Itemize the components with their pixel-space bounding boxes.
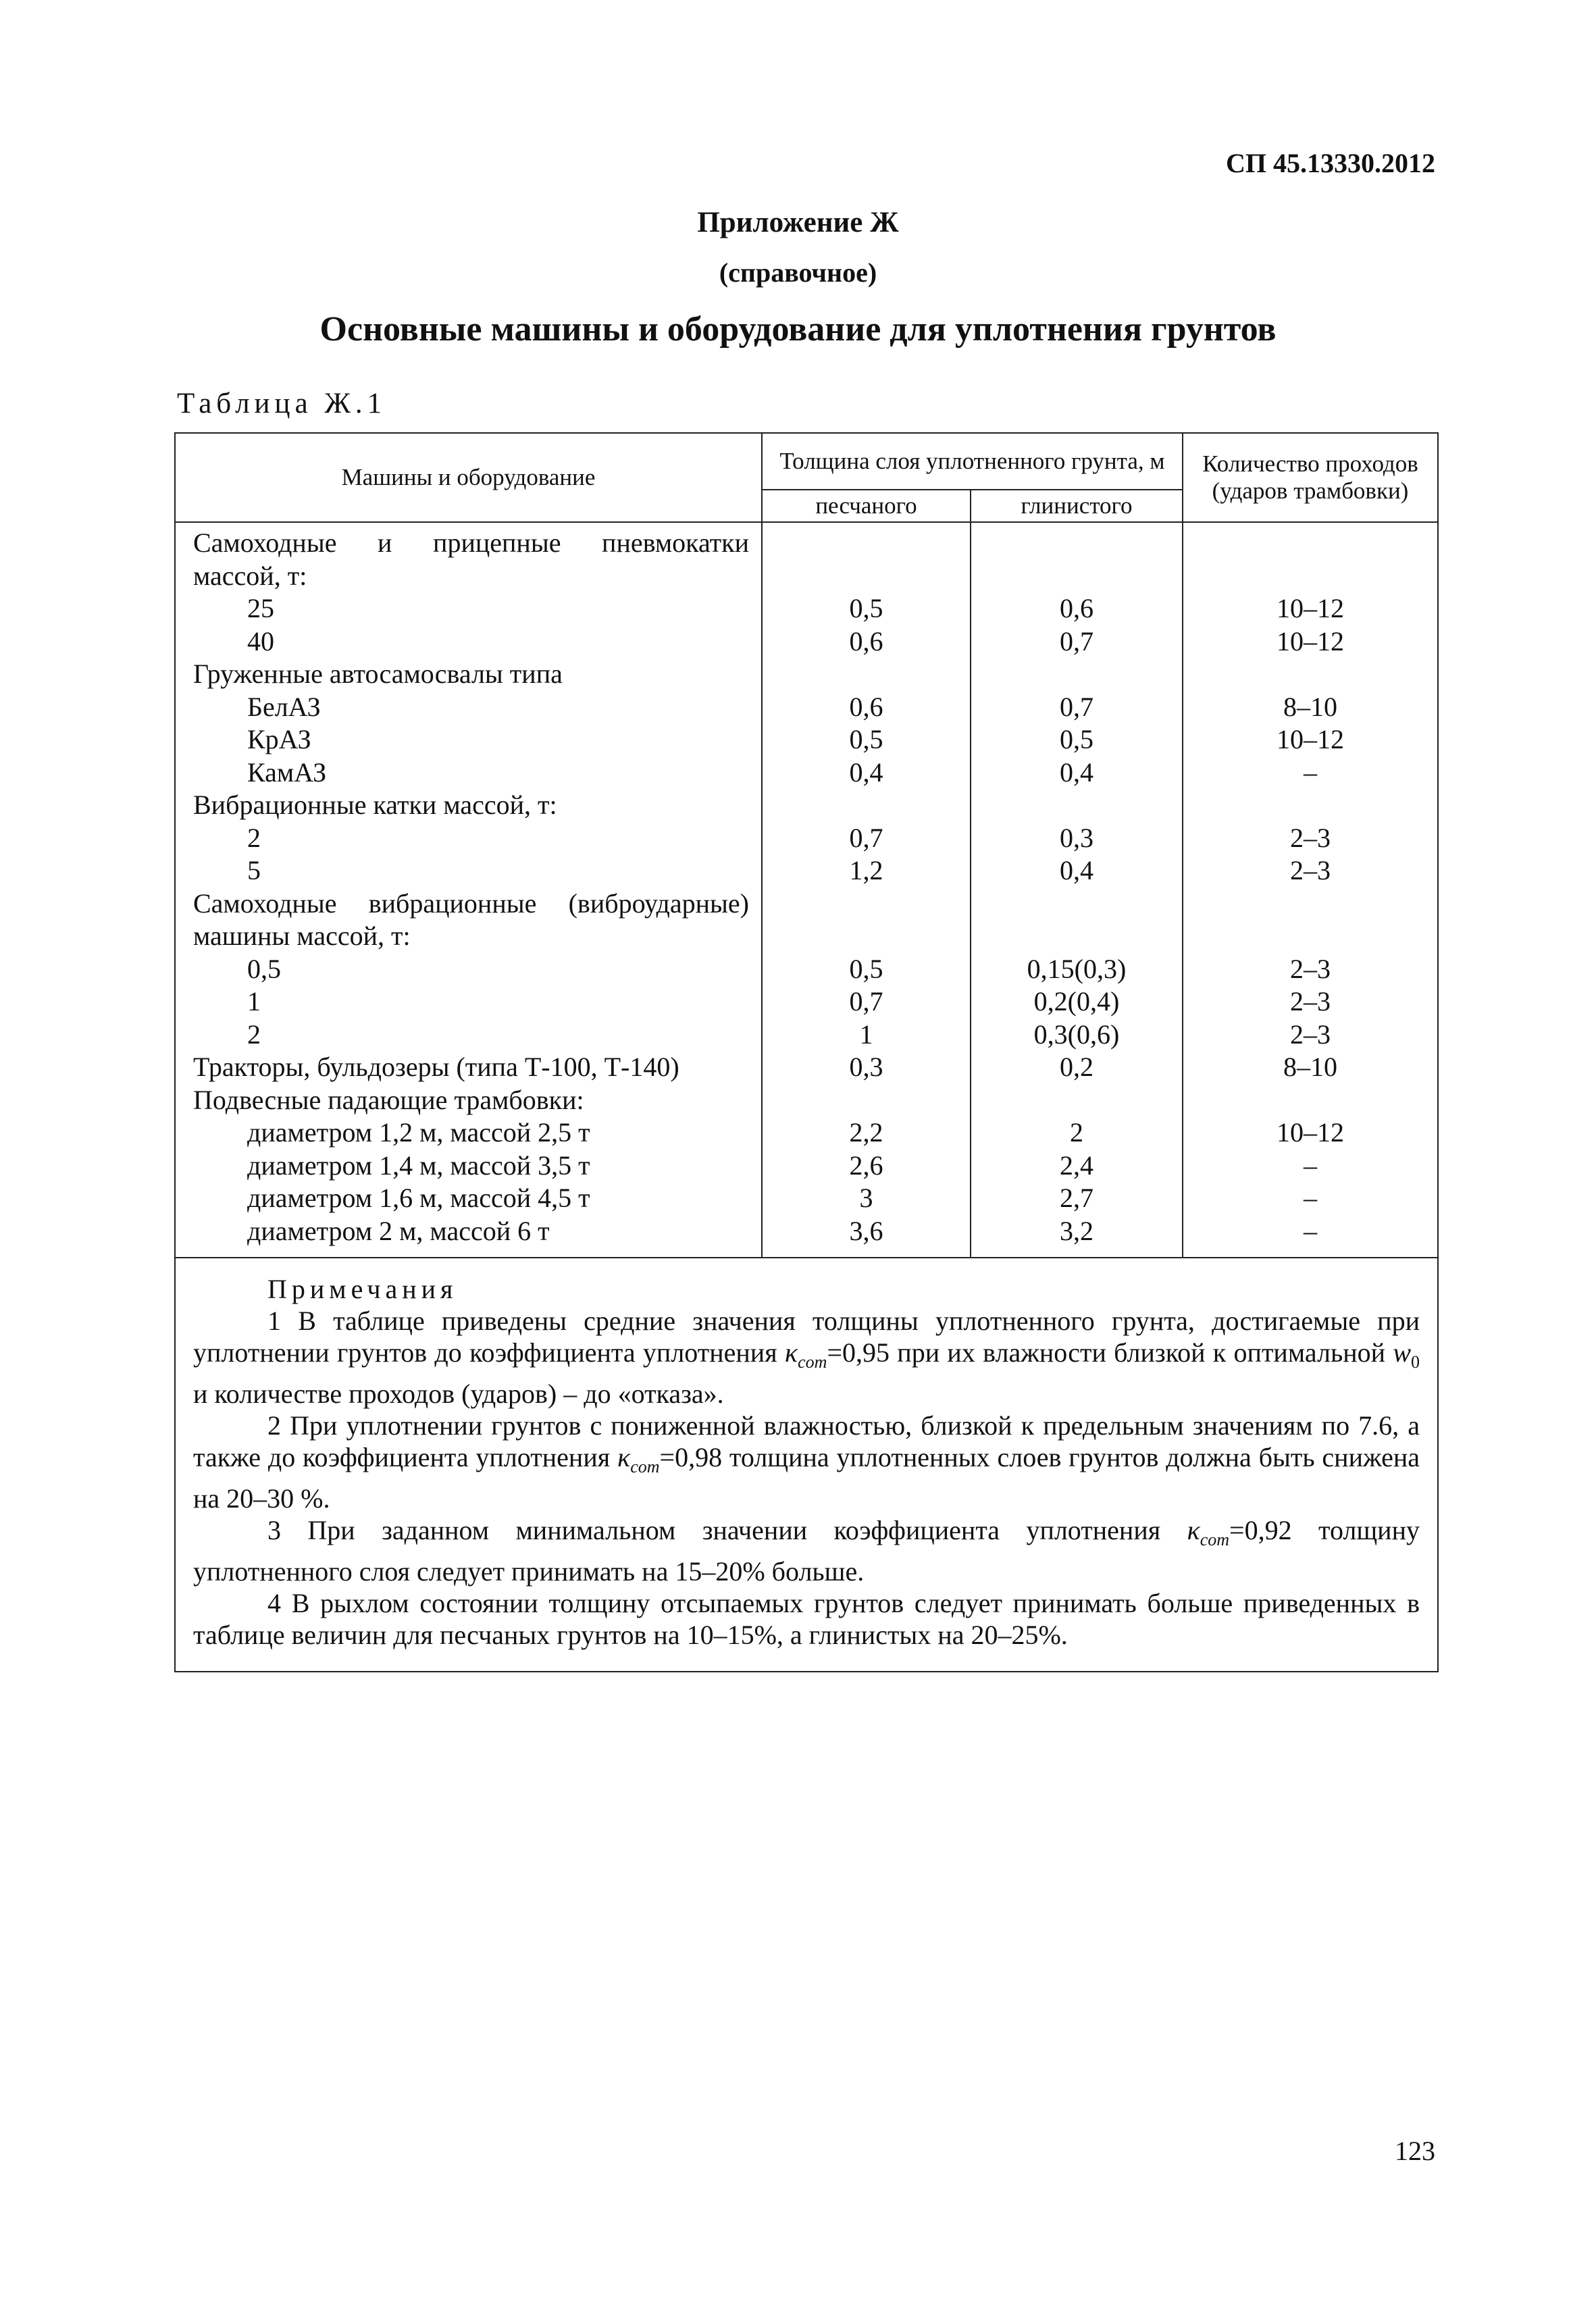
table-cell-clay — [971, 789, 1182, 822]
page-number: 123 — [1395, 2136, 1435, 2166]
table-cell-clay — [971, 527, 1182, 560]
table-cell-sandy — [763, 888, 970, 921]
table-cell-clay: 0,2(0,4) — [1033, 986, 1120, 1017]
table-cell-passes: – — [1304, 756, 1317, 788]
table-cell-passes: 2–3 — [1290, 986, 1331, 1017]
table-cell-clay — [971, 888, 1182, 921]
table-cell-sandy: 0,7 — [849, 822, 883, 853]
table-cell-name: машины массой, т: — [193, 921, 411, 951]
table-cell-name: Подвесные падающие трамбовки: — [193, 1084, 584, 1115]
table-cell-sandy: 0,6 — [849, 691, 883, 722]
table-cell-clay: 0,6 — [1060, 593, 1093, 623]
table-cell-passes: 8–10 — [1283, 691, 1337, 722]
table-cell-name: диаметром 1,6 м, массой 4,5 т — [247, 1183, 590, 1213]
table-cell-sandy — [763, 658, 970, 691]
document-code: СП 45.13330.2012 — [1226, 148, 1435, 178]
table-cell-sandy: 0,5 — [849, 593, 883, 623]
table-cell-passes: 2–3 — [1290, 953, 1331, 984]
table-cell-sandy: 0,7 — [849, 986, 883, 1017]
table-cell-clay — [971, 920, 1182, 953]
table-cell-sandy: 0,5 — [849, 724, 883, 754]
table-cell-name: Груженные автосамосвалы типа — [193, 659, 563, 689]
table-cell-name: Самоходные и прицепные пневмокатки — [193, 528, 749, 558]
appendix-type: (справочное) — [719, 257, 877, 288]
table-cell-clay — [971, 560, 1182, 593]
table-cell-clay: 0,7 — [1060, 691, 1093, 722]
table-cell-passes — [1183, 888, 1437, 921]
table-cell-clay: 0,2 — [1060, 1052, 1093, 1082]
page-title: Основные машины и оборудование для уплотнения грунтов — [319, 310, 1277, 349]
table-cell-name: 40 — [247, 625, 274, 657]
table-cell-passes — [1183, 1084, 1437, 1117]
table-cell-clay: 0,4 — [1060, 855, 1093, 885]
table-cell-passes: 2–3 — [1290, 822, 1331, 853]
table-cell-name: Самоходные вибрационные (виброударные) — [193, 888, 749, 919]
table-cell-passes: 10–12 — [1277, 1117, 1344, 1148]
table-cell-sandy — [763, 1084, 970, 1117]
table-cell-name: БелАЗ — [247, 691, 321, 722]
table-cell-name: Вибрационные катки массой, т: — [193, 790, 557, 820]
table-cell-name: 0,5 — [247, 953, 281, 984]
table-cell-sandy: 2,2 — [849, 1117, 883, 1148]
table-cell-passes — [1183, 920, 1437, 953]
table-cell-sandy: 0,5 — [849, 953, 883, 984]
table-cell-clay: 0,3(0,6) — [1033, 1019, 1120, 1050]
table-cell-clay: 3,2 — [1060, 1215, 1093, 1246]
table-cell-clay: 2,4 — [1060, 1150, 1093, 1181]
table-cell-clay: 0,3 — [1060, 822, 1093, 853]
machines-table — [174, 432, 1439, 1672]
table-cell-passes: – — [1304, 1183, 1317, 1213]
table-cell-clay: 0,7 — [1060, 625, 1093, 657]
table-cell-passes: 10–12 — [1277, 724, 1344, 754]
notes-title: Примечания — [267, 1274, 458, 1304]
table-cell-clay: 0,5 — [1060, 724, 1093, 754]
table-cell-name: 2 — [247, 1019, 261, 1050]
column-passes — [1183, 522, 1438, 1258]
table-cell-sandy — [763, 789, 970, 822]
note-item-4: 4 В рыхлом состоянии толщину отсыпаемых грунтов следует принимать больше приведенных в таблице величин для песчаных грунтов на 10–15%, а глинистых на 20–25%. — [193, 1588, 1420, 1650]
table-cell-passes — [1183, 789, 1437, 822]
table-cell-passes: 2–3 — [1290, 1019, 1331, 1050]
table-cell-passes: 10–12 — [1277, 593, 1344, 623]
table-cell-name: 2 — [247, 822, 261, 853]
table-cell-sandy: 1,2 — [849, 855, 883, 885]
table-cell-sandy — [763, 920, 970, 953]
header-thickness: Толщина слоя уплотненного грунта, м — [762, 433, 1183, 490]
table-label: Таблица Ж.1 — [177, 388, 387, 419]
column-clay — [971, 522, 1183, 1258]
appendix-title: Приложение Ж — [697, 207, 899, 238]
table-cell-sandy: 0,4 — [849, 756, 883, 788]
note-item-3: 3 При заданном минимальном значении коэффициента уплотнения $\kappa_{com}=0,92$ толщину уплотненного слоя следует принимать на 15–20% больше. — [193, 1515, 1420, 1587]
note-item-2: 2 При уплотнении грунтов с пониженной влажностью, близкой к предельным значениям по 7.6, а также до коэффициента уплотнения $\kappa_{com}=0,98$ толщина уплотненных слоев грунтов должна быть снижена на 20–30 %. — [193, 1410, 1420, 1514]
header-sandy: песчаного — [762, 490, 971, 522]
table-cell-sandy: 3 — [859, 1183, 873, 1213]
table-cell-name: 5 — [247, 855, 261, 885]
table-cell-name: 25 — [247, 593, 274, 623]
table-cell-sandy — [763, 560, 970, 593]
header-clay: глинистого — [971, 490, 1183, 522]
table-cell-passes: 10–12 — [1277, 625, 1344, 657]
table-cell-passes — [1183, 658, 1437, 691]
header-machines: Машины и оборудование — [175, 433, 762, 522]
table-cell-clay: 2,7 — [1060, 1183, 1093, 1213]
table-cell-passes — [1183, 527, 1437, 560]
table-cell-passes: – — [1304, 1150, 1317, 1181]
table-cell-name: массой, т: — [193, 560, 307, 591]
table-cell-clay — [971, 658, 1182, 691]
table-cell-name: диаметром 2 м, массой 6 т — [247, 1215, 550, 1246]
table-cell-sandy: 2,6 — [849, 1150, 883, 1181]
table-cell-name: 1 — [247, 986, 261, 1017]
note-item-1: 1 В таблице приведены средние значения толщины уплотненного грунта, достигаемые при уплотнении грунтов до коэффициента уплотнения $\kappa_{com}=0,95$ при их влажности близкой к оптимальной $w_0$ и количестве проходов (ударов) – до «отказа». — [193, 1306, 1420, 1409]
table-cell-clay: 0,15(0,3) — [1027, 953, 1127, 984]
table-cell-passes: – — [1304, 1215, 1317, 1246]
table-cell-name: Тракторы, бульдозеры (типа Т-100, Т-140) — [193, 1052, 679, 1082]
table-cell-passes: 8–10 — [1283, 1052, 1337, 1082]
table-cell-passes — [1183, 560, 1437, 593]
table-cell-sandy: 1 — [859, 1019, 873, 1050]
column-sandy — [762, 522, 971, 1258]
table-cell-sandy: 0,3 — [849, 1052, 883, 1082]
table-cell-sandy: 3,6 — [849, 1215, 883, 1246]
table-cell-name: диаметром 1,2 м, массой 2,5 т — [247, 1117, 590, 1148]
column-machines — [175, 522, 762, 1258]
table-cell-passes: 2–3 — [1290, 855, 1331, 885]
table-cell-sandy: 0,6 — [849, 625, 883, 657]
notes-block — [175, 1258, 1438, 1672]
table-cell-clay: 0,4 — [1060, 756, 1093, 788]
table-cell-name: диаметром 1,4 м, массой 3,5 т — [247, 1150, 590, 1181]
table-cell-name: КамАЗ — [247, 756, 327, 788]
table-cell-clay: 2 — [1070, 1117, 1083, 1148]
header-passes: Количество проходов (ударов трамбовки) — [1183, 433, 1438, 522]
table-cell-name: КрАЗ — [247, 724, 311, 754]
table-cell-clay — [971, 1084, 1182, 1117]
table-cell-sandy — [763, 527, 970, 560]
